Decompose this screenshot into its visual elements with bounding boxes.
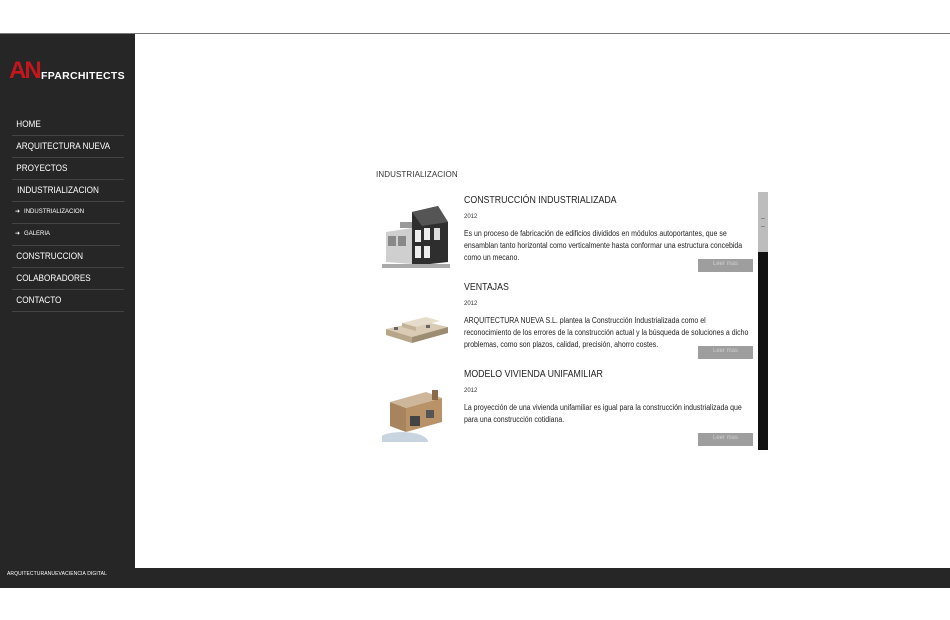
house-thumbnail[interactable] <box>382 376 450 442</box>
article-year: 2012 <box>464 214 478 220</box>
main-nav <box>12 114 120 312</box>
read-more-button[interactable]: Leer mas <box>698 433 753 446</box>
article-summary: La proyección de una vivienda unifamiliar es igual para la construcción industrializada que para una construcción cotidiana. <box>464 403 742 424</box>
article-year: 2012 <box>464 388 478 394</box>
nav-item-arquitectura-nueva[interactable]: ARQUITECTURA NUEVA <box>12 136 124 158</box>
nav-item-colaboradores[interactable]: COLABORADORES <box>12 268 124 290</box>
sidebar <box>0 34 135 568</box>
read-more-button[interactable]: Leer mas <box>698 346 753 359</box>
nav-subitem-label: GALERIA <box>24 231 51 237</box>
article-summary: Es un proceso de fabricación de edificios divididos en módulos autoportantes, que se ensamblan tanto horizontal como verticalmente hasta conformar una estructura concebida como un mecano. <box>464 229 743 262</box>
nav-item-proyectos[interactable]: PROYECTOS <box>12 158 124 180</box>
article-item <box>378 366 756 450</box>
building-thumbnail[interactable] <box>382 202 450 268</box>
top-divider <box>0 33 950 34</box>
nav-subitem-galeria[interactable] <box>12 224 120 246</box>
nav-item-home[interactable]: HOME <box>12 114 124 136</box>
nav-item-contacto[interactable]: CONTACTO <box>12 290 124 312</box>
article-title[interactable]: VENTAJAS <box>464 282 509 293</box>
footer-bar <box>0 568 950 588</box>
arrow-right-icon: ➜ <box>15 209 21 215</box>
nav-item-construccion[interactable]: CONSTRUCCION <box>12 246 124 268</box>
nav-item-industrializacion[interactable]: INDUSTRIALIZACION <box>12 180 125 202</box>
nav-subitem-industrializacion[interactable] <box>12 202 120 224</box>
footer-text: ARQUITECTURANUEVACIENCIA DIGITAL <box>7 571 107 577</box>
article-title[interactable]: CONSTRUCCIÓN INDUSTRIALIZADA <box>464 195 617 206</box>
brand-logo[interactable] <box>9 59 129 87</box>
articles-panel <box>378 192 768 450</box>
arrow-right-icon: ➜ <box>15 231 21 237</box>
modules-thumbnail[interactable] <box>382 289 450 355</box>
nav-subitem-label: INDUSTRIALIZACION <box>24 209 85 215</box>
article-year: 2012 <box>464 301 478 307</box>
scrollbar-grip-icon <box>761 218 765 227</box>
article-item <box>378 192 756 279</box>
article-summary: ARQUITECTURA NUEVA S.L. plantea la Construcción Industrializada como el reconocimiento de los errores de la construcción actual y la búsqueda de soluciones a dicho problemas, como son plazos, calidad, precisión, ahorro costes. <box>464 316 749 349</box>
article-title[interactable]: MODELO VIVIENDA UNIFAMILIAR <box>464 369 603 380</box>
article-item <box>378 279 756 366</box>
section-title: INDUSTRIALIZACION <box>376 170 458 179</box>
logo-mark: AN <box>9 57 40 84</box>
logo-text: FPARCHITECTS <box>41 70 125 82</box>
read-more-button[interactable]: Leer mas <box>698 259 753 272</box>
